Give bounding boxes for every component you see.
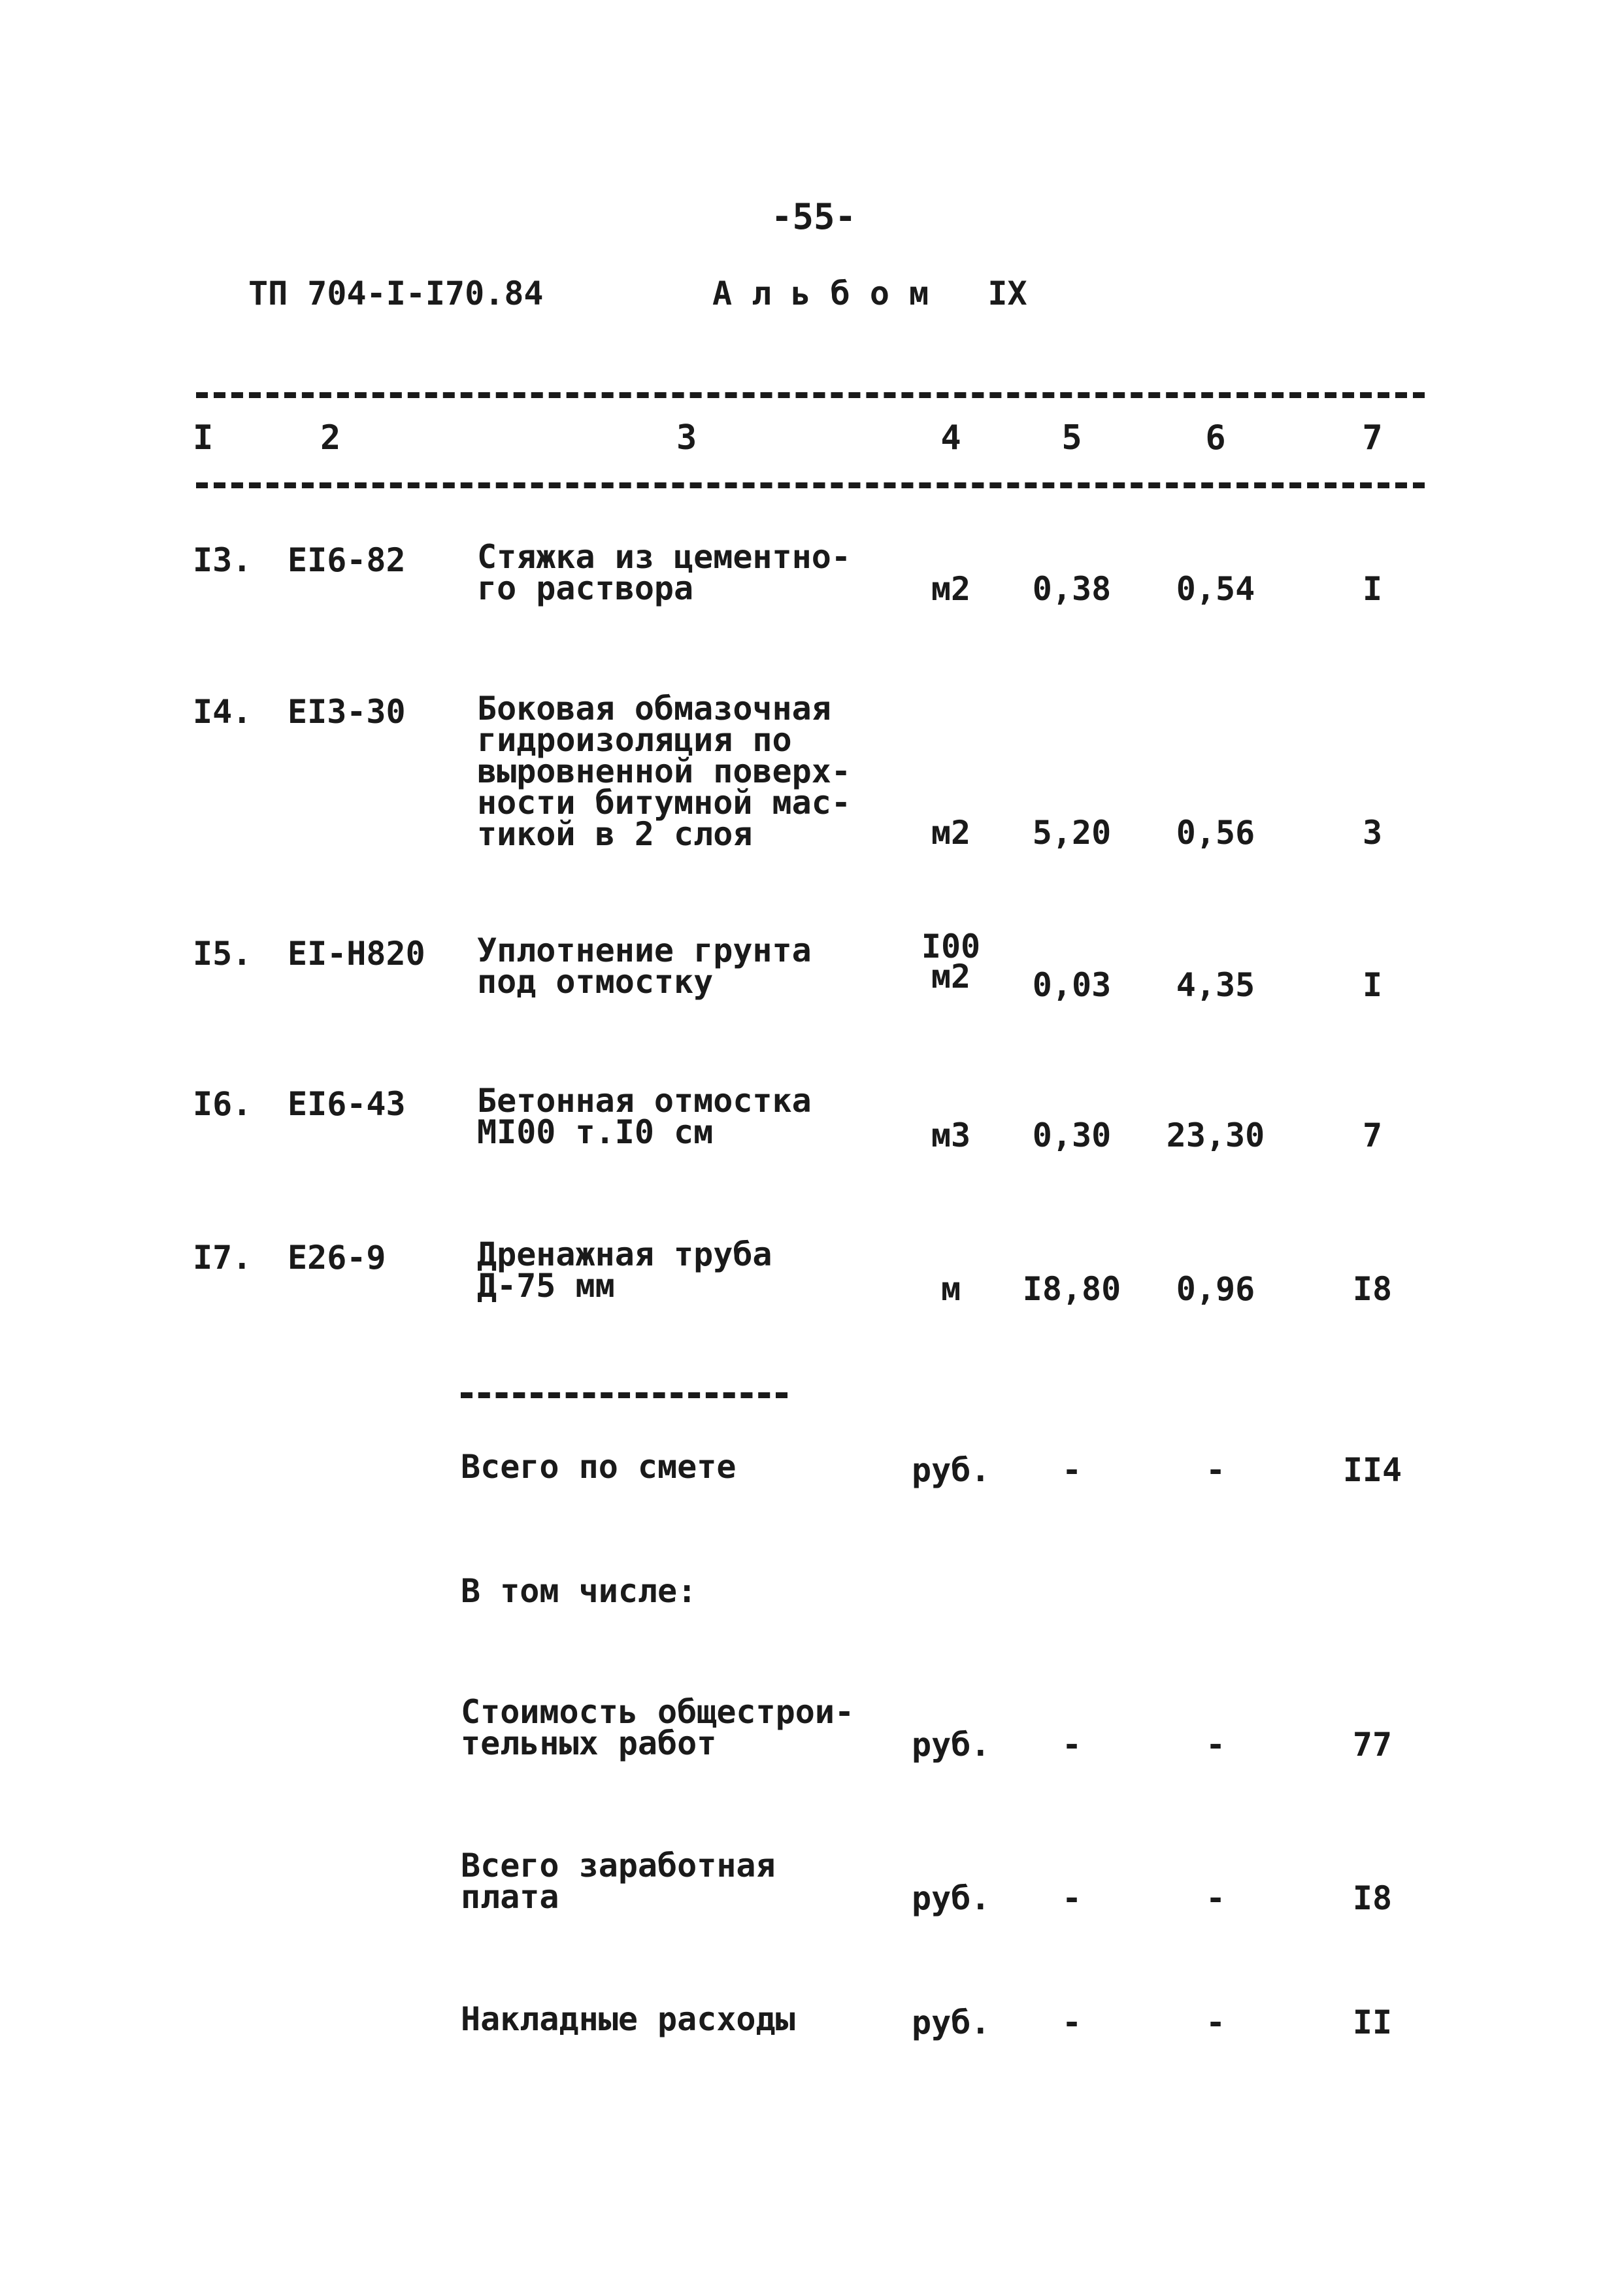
row-quantity: 0,38 <box>1032 570 1112 608</box>
including-label: В том числе: <box>461 1572 697 1610</box>
row-unit: м2 <box>931 570 971 608</box>
column-header-5: 5 <box>1061 418 1082 458</box>
summary-item-col6: - <box>1205 2003 1226 2041</box>
summary-total-value: II4 <box>1342 1451 1402 1489</box>
row-unit: I00 м2 <box>921 928 981 996</box>
row-quantity: I8,80 <box>1022 1270 1121 1308</box>
row-code: EI6-43 <box>288 1085 406 1123</box>
page-number: -55- <box>771 196 857 237</box>
row-price: 0,54 <box>1176 570 1255 608</box>
row-total: 7 <box>1362 1116 1383 1154</box>
column-header-6: 6 <box>1205 418 1226 458</box>
column-header-1: I <box>193 418 214 458</box>
row-unit: м3 <box>931 1116 971 1154</box>
row-code: EI-H820 <box>288 935 425 973</box>
document-code: ТП 704-I-I70.84 <box>248 275 544 312</box>
summary-item-value: II <box>1352 2003 1393 2041</box>
row-total: 3 <box>1362 814 1383 852</box>
row-price: 23,30 <box>1166 1116 1265 1154</box>
summary-item-unit: руб. <box>912 1879 991 1917</box>
header-top-rule <box>196 392 1425 398</box>
row-price: 0,96 <box>1176 1270 1255 1308</box>
summary-item-label: Стоимость общестрои- тельных работ <box>461 1693 855 1762</box>
row-number: I6. <box>193 1085 252 1123</box>
column-header-2: 2 <box>320 418 341 458</box>
header-bottom-rule <box>196 482 1425 488</box>
row-code: EI6-82 <box>288 541 406 579</box>
row-number: I4. <box>193 693 252 731</box>
row-total: I <box>1362 570 1383 608</box>
summary-item-col5: - <box>1061 1726 1082 1764</box>
summary-total-label: Всего по смете <box>461 1448 737 1486</box>
summary-item-col5: - <box>1061 1879 1082 1917</box>
summary-item-col6: - <box>1205 1879 1226 1917</box>
row-description: Стяжка из цементно- го раствора <box>477 538 851 607</box>
row-number: I3. <box>193 541 252 579</box>
summary-item-unit: руб. <box>912 1726 991 1764</box>
row-unit: м2 <box>931 814 971 852</box>
summary-item-value: 77 <box>1352 1726 1393 1764</box>
summary-divider <box>461 1392 787 1398</box>
row-unit: м <box>940 1270 961 1308</box>
column-header-3: 3 <box>676 418 697 458</box>
row-code: E26-9 <box>288 1239 386 1277</box>
row-total: I8 <box>1352 1270 1393 1308</box>
row-price: 0,56 <box>1176 814 1255 852</box>
summary-total-unit: руб. <box>912 1451 991 1489</box>
summary-item-unit: руб. <box>912 2003 991 2041</box>
album-title: А л ь б о м IX <box>712 275 1027 312</box>
row-number: I5. <box>193 935 252 973</box>
summary-item-label: Всего заработная плата <box>461 1847 776 1916</box>
row-total: I <box>1362 966 1383 1004</box>
row-description: Дренажная труба Д-75 мм <box>477 1235 772 1305</box>
summary-item-label: Накладные расходы <box>461 2000 795 2038</box>
row-code: EI3-30 <box>288 693 406 731</box>
row-description: Уплотнение грунта под отмостку <box>477 931 812 1001</box>
column-header-7: 7 <box>1362 418 1383 458</box>
column-header-4: 4 <box>940 418 961 458</box>
row-description: Боковая обмазочная гидроизоляция по выровненной поверх- ности битумной мас- тикой в 2 слоя <box>477 690 851 853</box>
row-quantity: 5,20 <box>1032 814 1112 852</box>
row-quantity: 0,30 <box>1032 1116 1112 1154</box>
summary-item-value: I8 <box>1352 1879 1393 1917</box>
summary-total-col6: - <box>1205 1451 1226 1489</box>
summary-item-col6: - <box>1205 1726 1226 1764</box>
summary-total-col5: - <box>1061 1451 1082 1489</box>
row-price: 4,35 <box>1176 966 1255 1004</box>
row-description: Бетонная отмостка MI00 т.I0 см <box>477 1082 812 1151</box>
row-quantity: 0,03 <box>1032 966 1112 1004</box>
row-number: I7. <box>193 1239 252 1277</box>
summary-item-col5: - <box>1061 2003 1082 2041</box>
